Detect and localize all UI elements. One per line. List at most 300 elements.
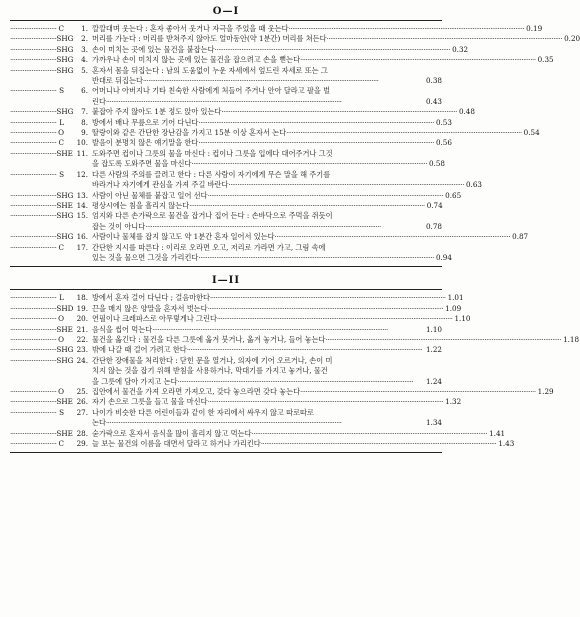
leader-dots — [300, 387, 536, 397]
item-text: 도와주면 컵이나 그릇의 물을 마신다 : 컵이나 그릇을 입에다 대어주거나 그것 — [92, 148, 333, 158]
item-code-cell — [10, 293, 64, 303]
item-code-cell — [10, 303, 74, 314]
item-code: SHD — [56, 303, 74, 313]
item-number: 1. — [81, 24, 88, 33]
item-body — [92, 24, 542, 34]
item-row — [10, 201, 442, 211]
leader-dots — [327, 34, 563, 44]
section-top-rule — [10, 289, 442, 290]
item-text-line — [92, 356, 442, 366]
leader-dots — [191, 159, 427, 169]
leader-dots — [178, 377, 424, 387]
item-code: S — [59, 86, 64, 96]
item-text: 평상시에는 침을 흘리지 않는다 — [92, 200, 190, 210]
item-code: SHG — [56, 34, 74, 44]
item-row — [10, 397, 462, 407]
code-leader-dots — [10, 429, 56, 439]
item-age-value: 0.56 — [435, 138, 452, 148]
leader-dots — [217, 314, 453, 324]
item-number: 16. — [76, 232, 88, 242]
item-row — [10, 44, 469, 55]
item-code: SHG — [56, 345, 74, 355]
code-leader-dots — [10, 243, 59, 253]
leader-dots — [106, 418, 424, 428]
item-code: SHG — [56, 55, 74, 65]
leader-dots — [275, 232, 511, 242]
code-leader-dots — [10, 439, 59, 449]
code-leader-dots — [10, 356, 56, 366]
item-text-line — [92, 211, 442, 221]
item-code-cell — [10, 44, 74, 55]
item-row — [10, 169, 482, 191]
item-number: 7. — [81, 107, 88, 117]
item-code-cell — [10, 34, 74, 44]
item-number: 21. — [76, 324, 88, 334]
item-row — [10, 66, 442, 87]
item-code: SHG — [56, 211, 74, 221]
leader-dots — [187, 345, 424, 355]
item-text-line — [92, 232, 528, 242]
item-text: 어머니나 아버지나 기타 친숙한 사람에게 처들어 주거나 안아 달라고 팔을 벌 — [92, 86, 331, 96]
item-row — [10, 55, 554, 65]
item-age-value: 0.20 — [564, 34, 580, 44]
code-leader-dots — [10, 170, 59, 180]
item-text-line — [92, 222, 442, 232]
item-text-line — [92, 118, 452, 128]
item-code-cell — [10, 118, 64, 128]
item-text: 다른 사람의 주의를 끌려고 한다 : 다른 사람이 자기에게 무슨 말을 해 주기를 — [92, 169, 331, 179]
leader-dots — [198, 118, 434, 128]
item-age-value: 0.43 — [425, 96, 442, 106]
item-number: 11. — [76, 148, 88, 158]
item-body — [92, 243, 452, 264]
item-code: SHG — [56, 232, 74, 242]
item-code: SHE — [56, 397, 73, 407]
item-code-cell — [10, 314, 64, 324]
item-code: SHE — [56, 148, 73, 158]
item-text-line — [92, 377, 442, 387]
item-age-value: 0.38 — [425, 76, 442, 86]
item-code-cell — [10, 439, 64, 449]
item-text-line — [92, 243, 452, 253]
item-code-cell — [10, 65, 74, 87]
item-number: 13. — [76, 190, 88, 200]
item-body — [92, 232, 528, 242]
code-leader-dots — [10, 107, 56, 117]
item-number: 26. — [76, 397, 88, 407]
leader-dots — [143, 76, 424, 86]
item-text-line — [92, 397, 461, 407]
item-code-cell — [10, 200, 73, 211]
item-age-value: 0.65 — [445, 190, 462, 200]
code-leader-dots — [10, 55, 56, 65]
item-text: 잡는 것이 아니다 — [92, 221, 146, 231]
section-bottom-rule — [10, 452, 442, 453]
item-text-line — [92, 138, 452, 148]
item-text-line — [92, 34, 580, 44]
code-leader-dots — [10, 138, 59, 148]
item-body — [92, 66, 442, 87]
item-age-value: 0.63 — [465, 180, 482, 190]
item-age-value: 0.78 — [425, 221, 442, 231]
item-body — [92, 170, 482, 191]
item-age-value: 0.48 — [458, 107, 475, 117]
item-body — [92, 356, 442, 387]
item-text-line — [92, 180, 482, 190]
item-age-value: 1.10 — [425, 324, 442, 334]
code-leader-dots — [10, 387, 58, 397]
item-code-cell — [10, 86, 64, 107]
item-number: 15. — [76, 211, 88, 221]
item-age-value: 0.74 — [426, 200, 443, 210]
code-leader-dots — [10, 118, 59, 128]
item-text: 가까우나 손이 미치지 않는 곳에 있는 물건을 잡으려고 손을 뻗는다 — [92, 55, 301, 65]
item-code: SHG — [56, 107, 74, 117]
item-body — [92, 118, 452, 128]
item-text: 논다 — [92, 418, 106, 428]
item-row — [10, 314, 471, 324]
item-text-line — [92, 429, 505, 439]
item-text-line — [92, 366, 442, 376]
code-leader-dots — [10, 232, 56, 242]
item-text-line — [92, 335, 579, 345]
item-body — [92, 314, 470, 324]
item-row — [10, 148, 445, 170]
leader-dots — [325, 335, 561, 345]
item-number: 18. — [76, 293, 88, 303]
item-text-line — [92, 149, 445, 159]
section-o-i — [10, 6, 580, 267]
item-code: O — [58, 314, 64, 324]
item-row — [10, 117, 452, 128]
item-code-cell — [10, 232, 74, 242]
item-number: 3. — [81, 44, 88, 54]
item-row — [10, 356, 442, 387]
item-text: 사람이 아닌 물체를 붙잡고 일어 선다 — [92, 190, 208, 200]
item-age-value: 0.58 — [428, 159, 445, 169]
item-text-line — [92, 325, 442, 335]
item-text-line — [92, 314, 470, 324]
code-leader-dots — [10, 293, 59, 303]
item-body — [92, 138, 452, 148]
item-text: 자기 손으로 그릇을 들고 물을 마신다 — [92, 397, 208, 407]
item-number: 17. — [76, 242, 88, 252]
item-age-value: 1.34 — [425, 418, 442, 428]
item-code: SHE — [56, 200, 73, 210]
item-code: S — [59, 407, 64, 417]
item-code-cell — [10, 107, 74, 117]
item-text-line — [92, 191, 461, 201]
item-code: L — [59, 117, 64, 127]
item-body — [92, 408, 442, 429]
item-row — [10, 211, 442, 232]
item-body — [92, 34, 580, 44]
item-text-line — [92, 45, 468, 55]
section-title: I—II — [211, 275, 241, 287]
code-leader-dots — [10, 325, 56, 335]
item-age-value: 1.10 — [454, 314, 471, 324]
item-age-value: 0.53 — [435, 117, 452, 127]
item-code-cell — [10, 170, 64, 191]
item-age-value: 1.41 — [489, 428, 506, 438]
item-body — [92, 107, 475, 117]
item-text-line — [92, 55, 554, 65]
item-code: C — [58, 138, 64, 148]
item-age-value: 1.22 — [425, 345, 442, 355]
leader-dots — [252, 429, 488, 439]
item-body — [92, 429, 505, 439]
leader-dots — [210, 293, 446, 303]
item-text: 바라거나 자기에게 관심을 가져 주길 바란다 — [92, 180, 229, 190]
item-text-line — [92, 304, 461, 314]
item-code: C — [58, 242, 64, 252]
leader-dots — [198, 253, 434, 263]
item-code: SHE — [56, 324, 73, 334]
item-text: 엄지와 다른 손가락으로 물건을 잡거나 집어 든다 : 손바닥으로 주먹을 쥐듯이 — [92, 211, 333, 221]
item-code-cell — [10, 128, 64, 138]
item-code-cell — [10, 148, 73, 170]
item-text: 간단한 장애물을 처리한다 : 닫힌 문을 열거나, 의자에 기어 오르거나, 손이 미 — [92, 355, 333, 365]
code-leader-dots — [10, 149, 56, 159]
item-number: 9. — [81, 128, 88, 138]
item-row — [10, 232, 529, 242]
leader-dots — [208, 304, 444, 314]
item-age-value: 1.18 — [563, 334, 580, 344]
item-code-cell — [10, 324, 73, 335]
leader-dots — [198, 138, 434, 148]
item-text-line — [92, 76, 442, 86]
item-text: 나이가 비슷한 다른 어린이들과 같이 한 자리에서 싸우지 않고 따로따로 — [92, 407, 314, 417]
item-age-value: 1.43 — [498, 439, 515, 449]
leader-dots — [152, 325, 424, 335]
leader-dots — [208, 191, 444, 201]
item-number: 27. — [76, 407, 88, 417]
code-leader-dots — [10, 211, 56, 221]
item-code: S — [59, 169, 64, 179]
item-code: SHG — [56, 44, 74, 54]
item-text-line — [92, 418, 442, 428]
code-leader-dots — [10, 314, 58, 324]
leader-dots — [228, 180, 464, 190]
leader-dots — [289, 24, 525, 34]
item-text: 붙잡아 주지 않아도 1분 정도 앉아 있는다 — [92, 107, 222, 117]
item-row — [10, 325, 442, 335]
item-code-cell — [10, 211, 74, 232]
item-row — [10, 293, 464, 303]
item-code-cell — [10, 243, 64, 264]
code-leader-dots — [10, 66, 56, 76]
item-code: SHE — [56, 428, 73, 438]
item-code: O — [58, 334, 64, 344]
item-code: O — [58, 128, 64, 138]
code-leader-dots — [10, 128, 58, 138]
item-code-cell — [10, 345, 74, 355]
item-body — [92, 55, 554, 65]
item-number: 10. — [76, 138, 88, 148]
item-body — [92, 335, 579, 345]
item-text: 집안에서 물건을 가져 오라면 가져오고, 갖다 놓으라면 갖다 놓는다 — [92, 387, 301, 396]
item-row — [10, 303, 462, 314]
item-body — [92, 304, 461, 314]
section-top-rule — [10, 20, 442, 21]
code-leader-dots — [10, 304, 56, 314]
item-code: SHG — [56, 190, 74, 200]
section-i-ii — [10, 275, 580, 453]
item-number: 12. — [76, 169, 88, 179]
item-body — [92, 325, 442, 335]
item-code: SHG — [56, 65, 74, 75]
item-age-value: 1.24 — [425, 376, 442, 386]
item-text: 을 그릇에 담아 가지고 논다 — [92, 376, 178, 386]
item-code-cell — [10, 190, 74, 201]
item-number: 24. — [76, 355, 88, 365]
leader-dots — [215, 45, 451, 55]
item-age-value: 1.32 — [445, 397, 462, 407]
item-body — [92, 191, 461, 201]
code-leader-dots — [10, 397, 56, 407]
item-number: 8. — [81, 117, 88, 127]
item-row — [10, 190, 462, 201]
item-text: 반대로 뒤집는다 — [92, 76, 143, 86]
item-text: 혼자서 몸을 뒤집는다 : 남의 도움없이 누운 자세에서 엎드린 자세로 또는 그 — [92, 65, 328, 75]
item-age-value: 0.54 — [523, 128, 540, 138]
item-number: 22. — [76, 334, 88, 344]
item-code-cell — [10, 138, 64, 148]
item-code: C — [58, 24, 64, 33]
item-text-line — [92, 170, 482, 180]
item-code: SHG — [56, 355, 74, 365]
item-text: 방에서 혼자 걸어 다닌다 ; 걸음마한다 — [92, 293, 210, 303]
item-text-line — [92, 253, 452, 263]
item-code-cell — [10, 335, 64, 345]
item-text: 물건을 옮긴다 : 물건을 다른 그릇에 옮겨 붓거나, 옮겨 놓거나, 들어 놓는다 — [92, 334, 326, 344]
item-number: 5. — [81, 65, 88, 75]
item-text: 연필이나 크레파스로 아무렇게나 그린다 — [92, 314, 217, 324]
item-text-line — [92, 66, 442, 76]
item-row — [10, 334, 580, 345]
item-code-cell — [10, 355, 74, 387]
item-age-value: 0.87 — [512, 232, 529, 242]
item-row — [10, 408, 442, 429]
item-text: 딸랑이와 같은 간단한 장난감을 가지고 15분 이상 혼자서 논다 — [92, 128, 287, 138]
item-row — [10, 24, 543, 34]
code-leader-dots — [10, 345, 56, 355]
section-bottom-rule — [10, 266, 442, 267]
item-age-value: 1.09 — [445, 303, 462, 313]
item-number: 6. — [81, 86, 88, 96]
item-row — [10, 439, 515, 449]
item-number: 4. — [81, 55, 88, 65]
leader-dots — [221, 107, 457, 117]
item-age-value: 0.94 — [435, 252, 452, 262]
item-row — [10, 34, 580, 44]
item-text-line — [92, 128, 540, 138]
code-leader-dots — [10, 335, 58, 345]
item-text-line — [92, 408, 442, 418]
item-text: 숟가락으로 혼자서 음식을 많이 흘리지 않고 먹는다 — [92, 428, 252, 438]
item-row — [10, 345, 442, 355]
item-text: 머리를 가눈다 : 머리를 받쳐주지 않아도 얼마동안(약 1분간) 머리를 쳐든다 — [92, 34, 327, 44]
item-body — [92, 397, 461, 407]
item-age-value: 0.19 — [526, 24, 543, 33]
item-code-cell — [10, 397, 73, 407]
item-age-value: 1.29 — [537, 387, 554, 396]
item-body — [92, 345, 442, 355]
leader-dots — [286, 128, 522, 138]
item-text-line — [92, 387, 554, 397]
item-number: 20. — [76, 314, 88, 324]
item-body — [92, 387, 554, 397]
item-number: 2. — [81, 34, 88, 44]
item-body — [92, 45, 468, 55]
item-row — [10, 387, 554, 397]
item-code-cell — [10, 428, 73, 439]
item-code-cell — [10, 55, 74, 65]
item-text-line — [92, 86, 442, 96]
item-number: 25. — [76, 387, 88, 396]
leader-dots — [145, 222, 424, 232]
item-text: 음식을 씹어 먹는다 — [92, 324, 153, 334]
item-row — [10, 242, 452, 264]
item-text: 사람이나 물체를 잡지 않고도 약 1분간 혼자 일어서 있는다 — [92, 232, 275, 242]
item-text: 을 잡도록 도와주면 물을 마신다 — [92, 159, 192, 169]
item-text: 발음이 분명치 않은 얘기말을 한다 — [92, 138, 199, 148]
item-age-value: 1.01 — [447, 293, 464, 303]
item-code: O — [58, 387, 64, 396]
item-code: L — [59, 293, 64, 303]
item-number: 23. — [76, 345, 88, 355]
item-body — [92, 86, 442, 107]
item-text: 밖에 나갈 때 걸어 가려고 한다 — [92, 345, 187, 355]
item-text: 손이 미치는 곳에 있는 물건을 붙잡는다 — [92, 44, 215, 54]
item-text-line — [92, 159, 445, 169]
item-body — [92, 211, 442, 232]
item-body — [92, 293, 464, 303]
leader-dots — [300, 55, 536, 65]
item-code-cell — [10, 24, 64, 34]
item-text: 늘 보는 물건의 이름을 대면서 달라고 하거나 가리킨다 — [92, 439, 261, 449]
item-code: C — [58, 439, 64, 449]
item-number: 14. — [76, 200, 88, 210]
item-row — [10, 428, 506, 439]
item-code-cell — [10, 387, 64, 397]
item-age-value: 0.35 — [537, 55, 554, 65]
item-text-line — [92, 24, 542, 34]
code-leader-dots — [10, 191, 56, 201]
code-leader-dots — [10, 408, 59, 418]
item-number: 29. — [76, 439, 88, 449]
item-body — [92, 149, 445, 170]
item-text: 치지 않는 것을 잡기 위해 받침을 사용하거나, 막대기를 가지고 놓거나, 물건 — [92, 366, 328, 376]
item-text-line — [92, 107, 475, 117]
code-leader-dots — [10, 34, 56, 44]
item-number: 28. — [76, 428, 88, 438]
code-leader-dots — [10, 24, 59, 34]
leader-dots — [106, 97, 424, 107]
item-row — [10, 138, 452, 148]
item-text: 있는 것을 물으면 그것을 가리킨다 — [92, 252, 199, 262]
item-text-line — [92, 97, 442, 107]
item-text: 린다 — [92, 96, 106, 106]
item-number: 19. — [76, 303, 88, 313]
item-text-line — [92, 293, 464, 303]
code-leader-dots — [10, 86, 59, 96]
item-text-line — [92, 439, 514, 449]
item-code-cell — [10, 408, 64, 429]
item-text: 끈을 매지 않은 양말을 혼자서 벗는다 — [92, 303, 208, 313]
item-body — [92, 439, 514, 449]
item-body — [92, 128, 540, 138]
